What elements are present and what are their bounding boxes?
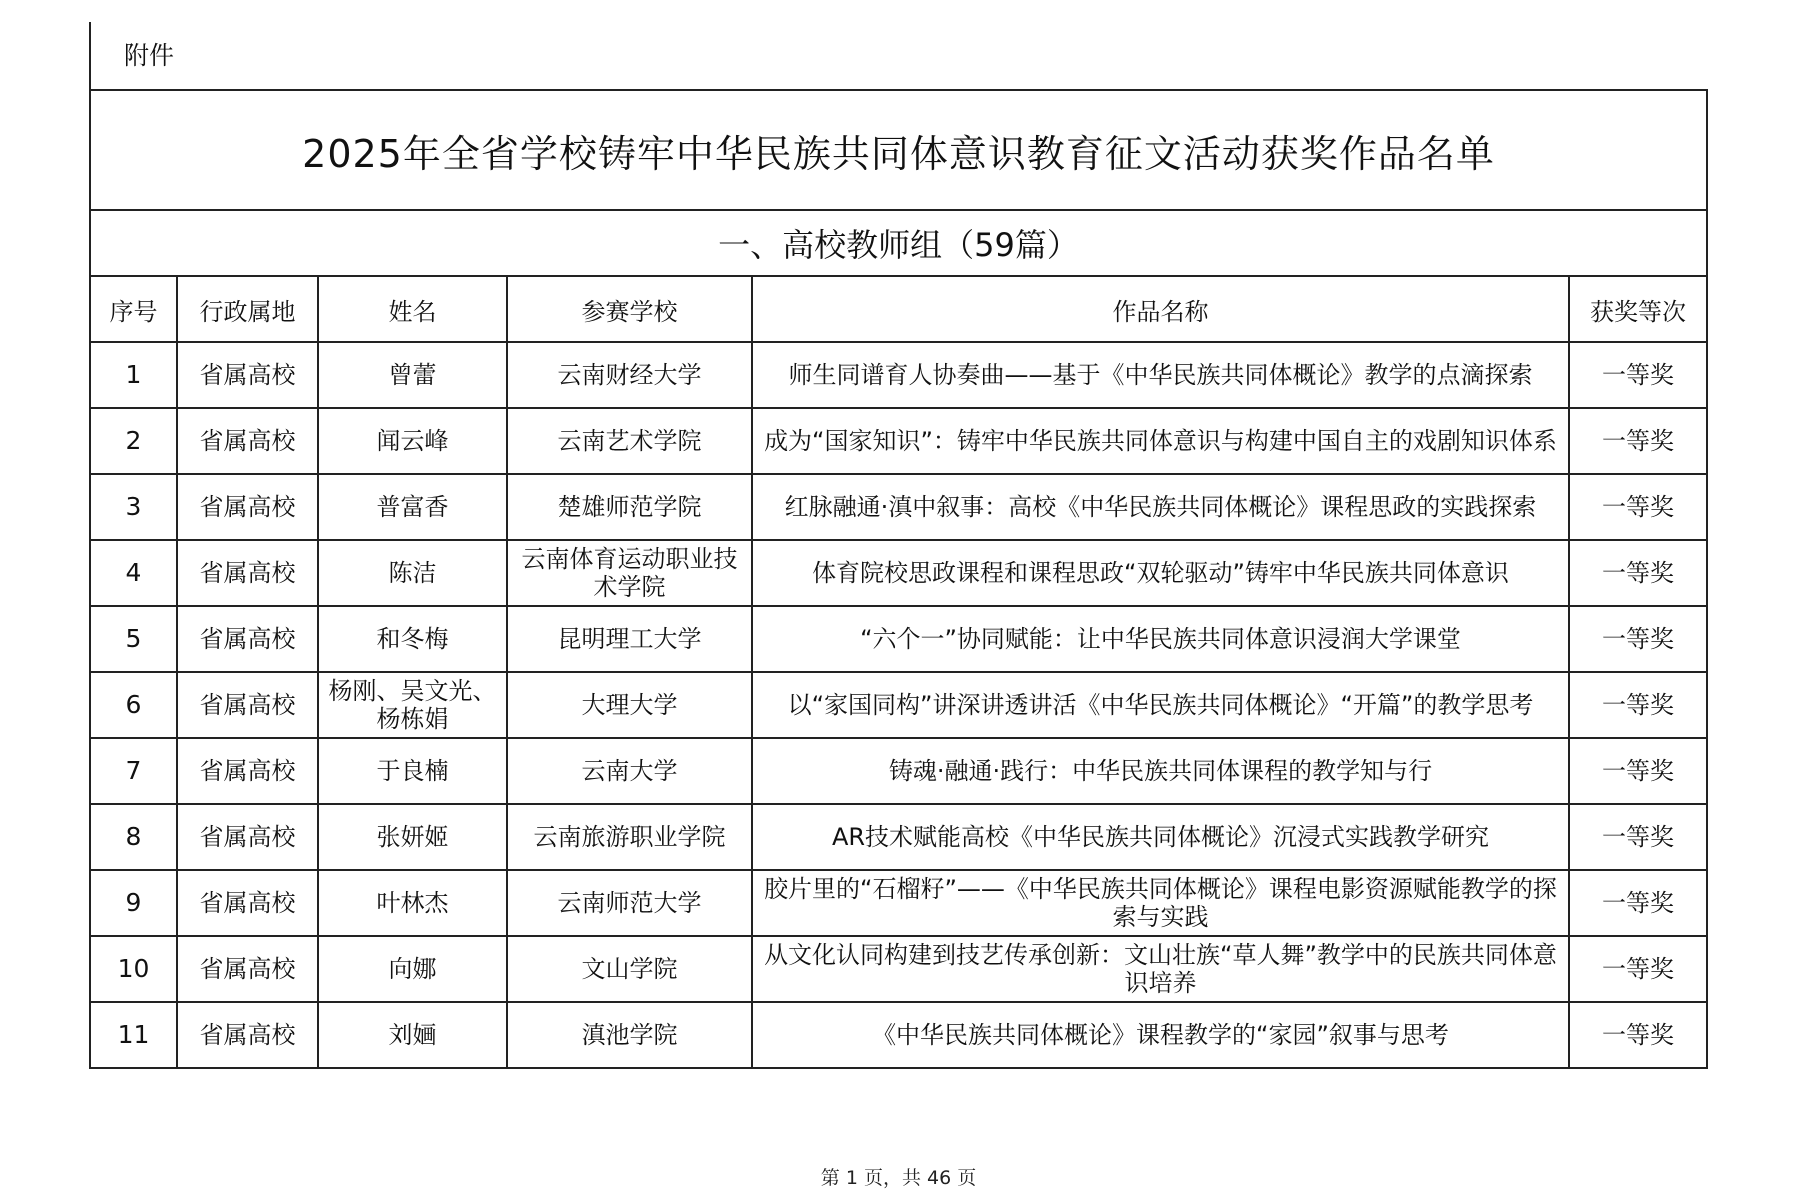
cell-seq: 11	[90, 1002, 177, 1068]
cell-school: 云南师范大学	[507, 870, 752, 936]
cell-region: 省属高校	[177, 408, 318, 474]
column-header-school: 参赛学校	[507, 276, 752, 342]
cell-seq: 3	[90, 474, 177, 540]
cell-school: 昆明理工大学	[507, 606, 752, 672]
cell-region: 省属高校	[177, 672, 318, 738]
cell-seq: 6	[90, 672, 177, 738]
cell-name: 普富香	[318, 474, 507, 540]
table-row	[90, 804, 1707, 870]
cell-region: 省属高校	[177, 1002, 318, 1068]
cell-award: 一等奖	[1569, 1002, 1707, 1068]
cell-name: 于良楠	[318, 738, 507, 804]
column-header-work: 作品名称	[752, 276, 1569, 342]
cell-school: 大理大学	[507, 672, 752, 738]
cell-school: 楚雄师范学院	[507, 474, 752, 540]
cell-award: 一等奖	[1569, 738, 1707, 804]
cell-name: 张妍姬	[318, 804, 507, 870]
cell-work: 红脉融通·滇中叙事：高校《中华民族共同体概论》课程思政的实践探索	[752, 474, 1569, 540]
cell-region: 省属高校	[177, 804, 318, 870]
column-header-name: 姓名	[318, 276, 507, 342]
document-title: 2025年全省学校铸牢中华民族共同体意识教育征文活动获奖作品名单	[90, 90, 1707, 210]
table-row	[90, 870, 1707, 936]
cell-name: 刘婳	[318, 1002, 507, 1068]
cell-school: 文山学院	[507, 936, 752, 1002]
cell-award: 一等奖	[1569, 540, 1707, 606]
cell-award: 一等奖	[1569, 474, 1707, 540]
cell-school: 云南大学	[507, 738, 752, 804]
cell-region: 省属高校	[177, 738, 318, 804]
margin-rule	[89, 22, 91, 90]
cell-seq: 1	[90, 342, 177, 408]
cell-work: “六个一”协同赋能：让中华民族共同体意识浸润大学课堂	[752, 606, 1569, 672]
cell-region: 省属高校	[177, 936, 318, 1002]
cell-award: 一等奖	[1569, 936, 1707, 1002]
cell-name: 闻云峰	[318, 408, 507, 474]
table-row	[90, 936, 1707, 1002]
attachment-label: 附件	[124, 41, 175, 70]
cell-region: 省属高校	[177, 342, 318, 408]
table-row	[90, 474, 1707, 540]
cell-school: 滇池学院	[507, 1002, 752, 1068]
cell-work: 从文化认同构建到技艺传承创新：文山壮族“草人舞”教学中的民族共同体意识培养	[752, 936, 1569, 1002]
cell-work: 《中华民族共同体概论》课程教学的“家园”叙事与思考	[752, 1002, 1569, 1068]
cell-seq: 9	[90, 870, 177, 936]
cell-seq: 2	[90, 408, 177, 474]
cell-award: 一等奖	[1569, 870, 1707, 936]
table-row	[90, 1002, 1707, 1068]
cell-name: 向娜	[318, 936, 507, 1002]
cell-name: 和冬梅	[318, 606, 507, 672]
cell-seq: 7	[90, 738, 177, 804]
cell-region: 省属高校	[177, 540, 318, 606]
cell-name: 曾蕾	[318, 342, 507, 408]
table-row	[90, 672, 1707, 738]
cell-school: 云南财经大学	[507, 342, 752, 408]
table-row	[90, 342, 1707, 408]
cell-work: 师生同谱育人协奏曲——基于《中华民族共同体概论》教学的点滴探索	[752, 342, 1569, 408]
cell-award: 一等奖	[1569, 804, 1707, 870]
award-list-table	[89, 89, 1708, 1069]
cell-work: AR技术赋能高校《中华民族共同体概论》沉浸式实践教学研究	[752, 804, 1569, 870]
cell-school: 云南旅游职业学院	[507, 804, 752, 870]
cell-seq: 8	[90, 804, 177, 870]
cell-school: 云南体育运动职业技术学院	[507, 540, 752, 606]
cell-award: 一等奖	[1569, 672, 1707, 738]
cell-region: 省属高校	[177, 474, 318, 540]
cell-work: 成为“国家知识”：铸牢中华民族共同体意识与构建中国自主的戏剧知识体系	[752, 408, 1569, 474]
cell-name: 陈洁	[318, 540, 507, 606]
cell-work: 体育院校思政课程和课程思政“双轮驱动”铸牢中华民族共同体意识	[752, 540, 1569, 606]
cell-school: 云南艺术学院	[507, 408, 752, 474]
column-header-region: 行政属地	[177, 276, 318, 342]
table-header-row	[90, 276, 1707, 342]
table-row	[90, 606, 1707, 672]
cell-work: 以“家国同构”讲深讲透讲活《中华民族共同体概论》“开篇”的教学思考	[752, 672, 1569, 738]
cell-region: 省属高校	[177, 606, 318, 672]
column-header-award: 获奖等次	[1569, 276, 1707, 342]
cell-award: 一等奖	[1569, 342, 1707, 408]
column-header-seq: 序号	[90, 276, 177, 342]
table-row	[90, 408, 1707, 474]
cell-seq: 10	[90, 936, 177, 1002]
cell-name: 杨刚、吴文光、杨栋娟	[318, 672, 507, 738]
cell-award: 一等奖	[1569, 408, 1707, 474]
cell-seq: 4	[90, 540, 177, 606]
table-row	[90, 540, 1707, 606]
table-row	[90, 738, 1707, 804]
cell-seq: 5	[90, 606, 177, 672]
cell-work: 铸魂·融通·践行：中华民族共同体课程的教学知与行	[752, 738, 1569, 804]
cell-name: 叶林杰	[318, 870, 507, 936]
cell-region: 省属高校	[177, 870, 318, 936]
cell-work: 胶片里的“石榴籽”——《中华民族共同体概论》课程电影资源赋能教学的探索与实践	[752, 870, 1569, 936]
cell-award: 一等奖	[1569, 606, 1707, 672]
section-heading: 一、高校教师组（59篇）	[90, 210, 1707, 276]
page-footer: 第 1 页，共 46 页	[820, 1167, 977, 1189]
